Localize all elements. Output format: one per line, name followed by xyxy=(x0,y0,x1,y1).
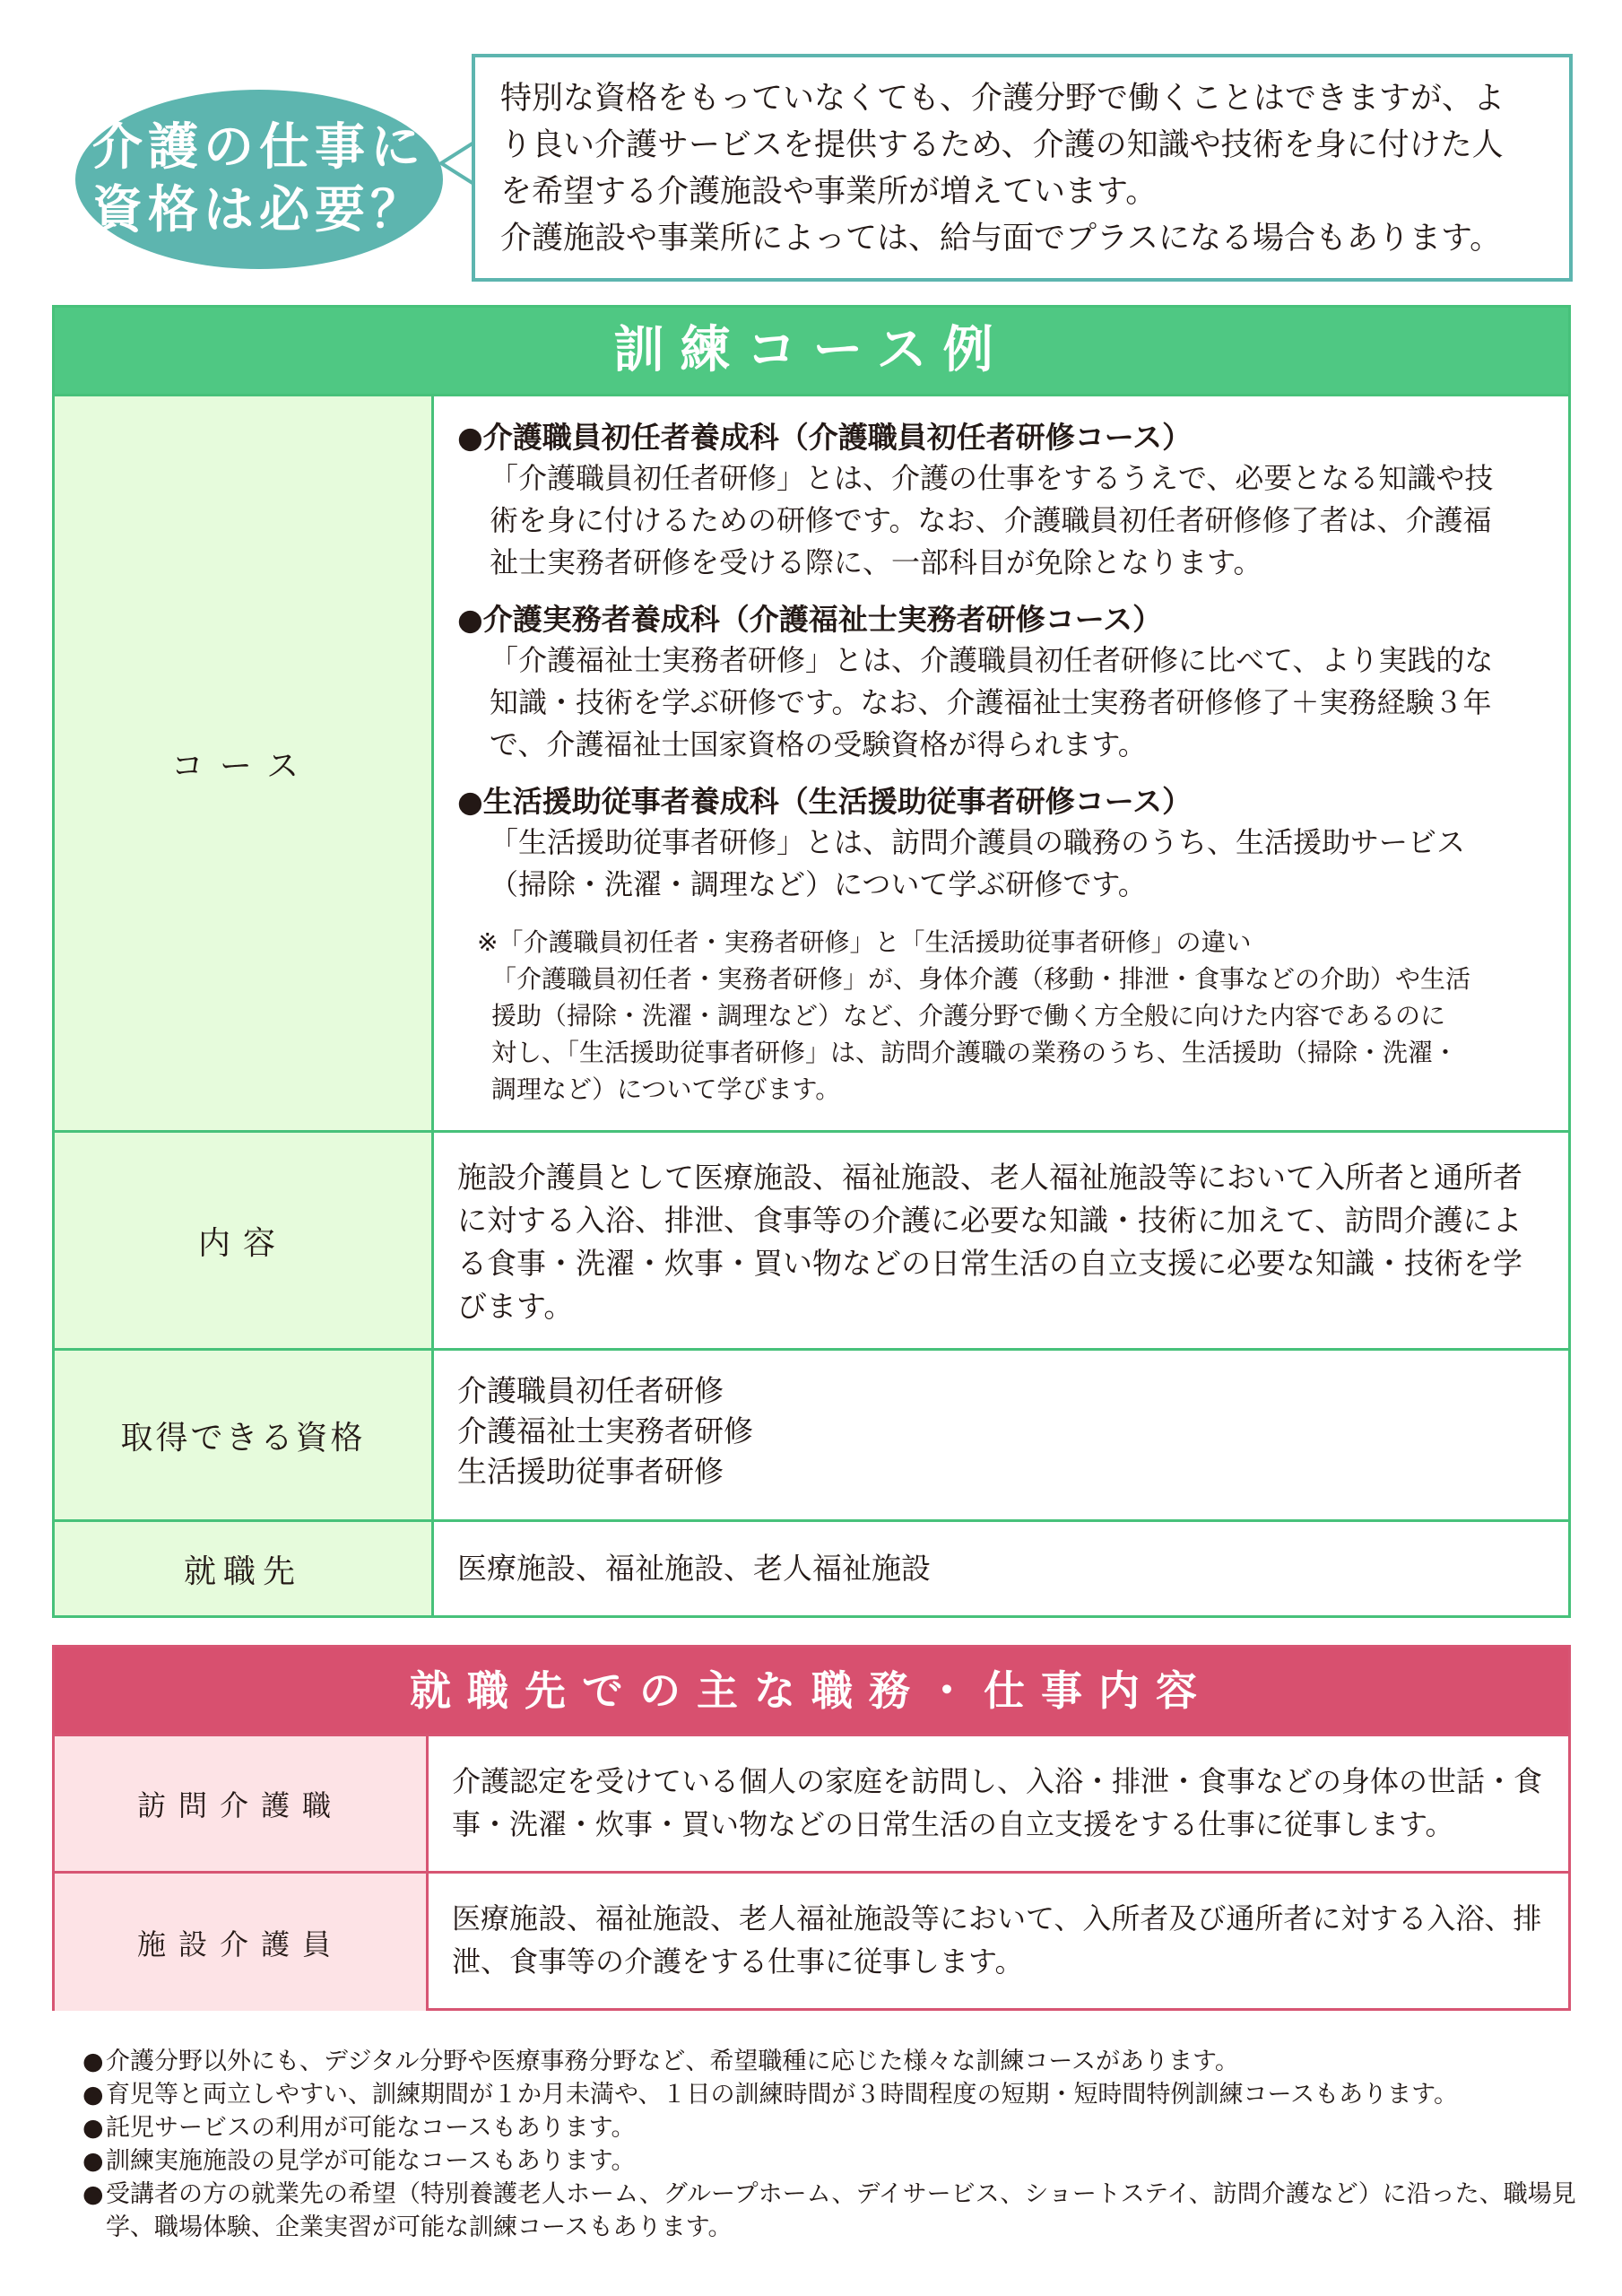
content-line: 施設介護員として医療施設、福祉施設、老人福祉施設等において入所者と通所者 xyxy=(457,1160,1522,1195)
duty-label: 訪問介護職 xyxy=(55,1736,429,1871)
duty-details xyxy=(429,1736,1568,1871)
course-item-line: 知識・技術を学ぶ研修です。なお、介護福祉士実務者研修修了＋実務経験３年 xyxy=(490,685,1492,719)
speech-tail xyxy=(439,136,475,190)
course-note-line: 調理など）について学びます。 xyxy=(491,1074,841,1104)
footnote-item: ● 育児等と両立しやすい、訓練期間が１か月未満や、１日の訓練時間が３時間程度の短期・短時間特例訓練コースもあります。 xyxy=(82,2078,1589,2111)
course-label: コース xyxy=(55,396,434,1130)
duty-table xyxy=(52,1645,1571,2011)
course-note-title: ※「介護職員初任者・実務者研修」と「生活援助従事者研修」の違い xyxy=(477,927,1252,957)
course-item-title: ●介護実務者養成科（介護福祉士実務者研修コース） xyxy=(457,602,1163,637)
content-label: 内容 xyxy=(55,1133,434,1348)
course-item-line: 「介護福祉士実務者研修」とは、介護職員初任者研修に比べて、より実践的な xyxy=(490,643,1494,677)
qualification-label: 取得できる資格 xyxy=(55,1351,434,1519)
employment-details xyxy=(434,1522,1568,1615)
duty-row xyxy=(55,1736,1568,1874)
intro-line: 介護施設や事業所によっては、給与面でプラスになる場合もあります。 xyxy=(500,221,1502,257)
course-item-line: で、介護福祉士国家資格の受験資格が得られます。 xyxy=(490,727,1147,761)
duty-table-title: 就職先での主な職務・仕事内容 xyxy=(55,1648,1568,1736)
content-details xyxy=(434,1133,1568,1348)
duty-line: 医療施設、福祉施設、老人福祉施設等において、入所者及び通所者に対する入浴、排 xyxy=(452,1901,1542,1935)
employment-row xyxy=(55,1522,1568,1615)
duty-line: 介護認定を受けている個人の家庭を訪問し、入浴・排泄・食事などの身体の世話・食 xyxy=(452,1764,1543,1798)
footnote-item: ● 訓練実施施設の見学が可能なコースもあります。 xyxy=(82,2144,1589,2178)
employment-text: 医療施設、福祉施設、老人福祉施設 xyxy=(457,1551,931,1586)
course-note-line: 援助（掃除・洗濯・調理など）など、介護分野で働く方全般に向けた内容であるのに xyxy=(491,1001,1446,1031)
course-item-line: 「介護職員初任者研修」とは、介護の仕事をするうえで、必要となる知識や技 xyxy=(490,461,1494,495)
duty-label: 施設介護員 xyxy=(55,1874,429,2011)
course-row xyxy=(55,396,1568,1133)
intro-line: り良い介護サービスを提供するため、介護の知識や技術を身に付けた人 xyxy=(500,127,1504,163)
intro-text-box xyxy=(472,54,1573,282)
footnote-item: ● 託児サービスの利用が可能なコースもあります。 xyxy=(82,2111,1589,2144)
course-item-line: 術を身に付けるための研修です。なお、介護職員初任者研修修了者は、介護福 xyxy=(490,503,1492,537)
course-table-title: 訓練コース例 xyxy=(55,308,1568,396)
footnote-item: ● 介護分野以外にも、デジタル分野や医療事務分野など、希望職種に応じた様々な訓練コースがあります。 xyxy=(82,2045,1589,2078)
duty-line: 事・洗濯・炊事・買い物などの日常生活の自立支援をする仕事に従事します。 xyxy=(452,1807,1454,1841)
course-item-title: ●介護職員初任者養成科（介護職員初任者研修コース） xyxy=(457,420,1193,455)
intro-line: 特別な資格をもっていなくても、介護分野で働くことはできますが、よ xyxy=(500,81,1505,117)
course-item-line: （掃除・洗濯・調理など）について学ぶ研修です。 xyxy=(490,867,1147,901)
qualification-item: 介護福祉士実務者研修 xyxy=(457,1413,753,1448)
question-title: 介護の仕事に 資格は必要？ xyxy=(92,118,426,239)
qualification-row xyxy=(55,1351,1568,1522)
qualification-list xyxy=(434,1351,1568,1519)
footnote-list xyxy=(82,2045,1589,2244)
qualification-item: 介護職員初任者研修 xyxy=(457,1373,724,1408)
content-line: びます。 xyxy=(457,1289,574,1324)
duty-line: 泄、食事等の介護をする仕事に従事します。 xyxy=(452,1944,1024,1979)
course-item-line: 「生活援助従事者研修」とは、訪問介護員の職務のうち、生活援助サービス xyxy=(490,825,1466,859)
question-bubble xyxy=(75,90,443,269)
duty-details xyxy=(429,1874,1568,2011)
content-row xyxy=(55,1133,1568,1351)
employment-label: 就職先 xyxy=(55,1522,434,1615)
content-line: に対する入浴、排泄、食事等の介護に必要な知識・技術に加えて、訪問介護によ xyxy=(457,1203,1522,1238)
duty-row xyxy=(55,1874,1568,2011)
course-note-line: 対し、「生活援助従事者研修」は、訪問介護職の業務のうち、生活援助（掃除・洗濯・ xyxy=(491,1038,1459,1067)
course-item-line: 祉士実務者研修を受ける際に、一部科目が免除となります。 xyxy=(490,545,1262,579)
course-item-title: ●生活援助従事者養成科（生活援助従事者研修コース） xyxy=(457,784,1193,819)
course-example-table xyxy=(52,305,1571,1618)
qualification-item: 生活援助従事者研修 xyxy=(457,1454,724,1489)
footnote-item: ● 受講者の方の就業先の希望（特別養護老人ホーム、グループホーム、デイサービス、ショートステイ、訪問介護など）に沿った、職場見学、職場体験、企業実習が可能な訓練コースもあります。 xyxy=(82,2178,1589,2244)
course-details xyxy=(434,396,1568,1130)
intro-header xyxy=(48,54,1573,296)
course-note-line: 「介護職員初任者・実務者研修」が、身体介護（移動・排泄・食事などの介助）や生活 xyxy=(491,964,1471,994)
intro-line: を希望する介護施設や事業所が増えています。 xyxy=(500,174,1158,210)
content-line: る食事・洗濯・炊事・買い物などの日常生活の自立支援に必要な知識・技術を学 xyxy=(457,1246,1522,1281)
